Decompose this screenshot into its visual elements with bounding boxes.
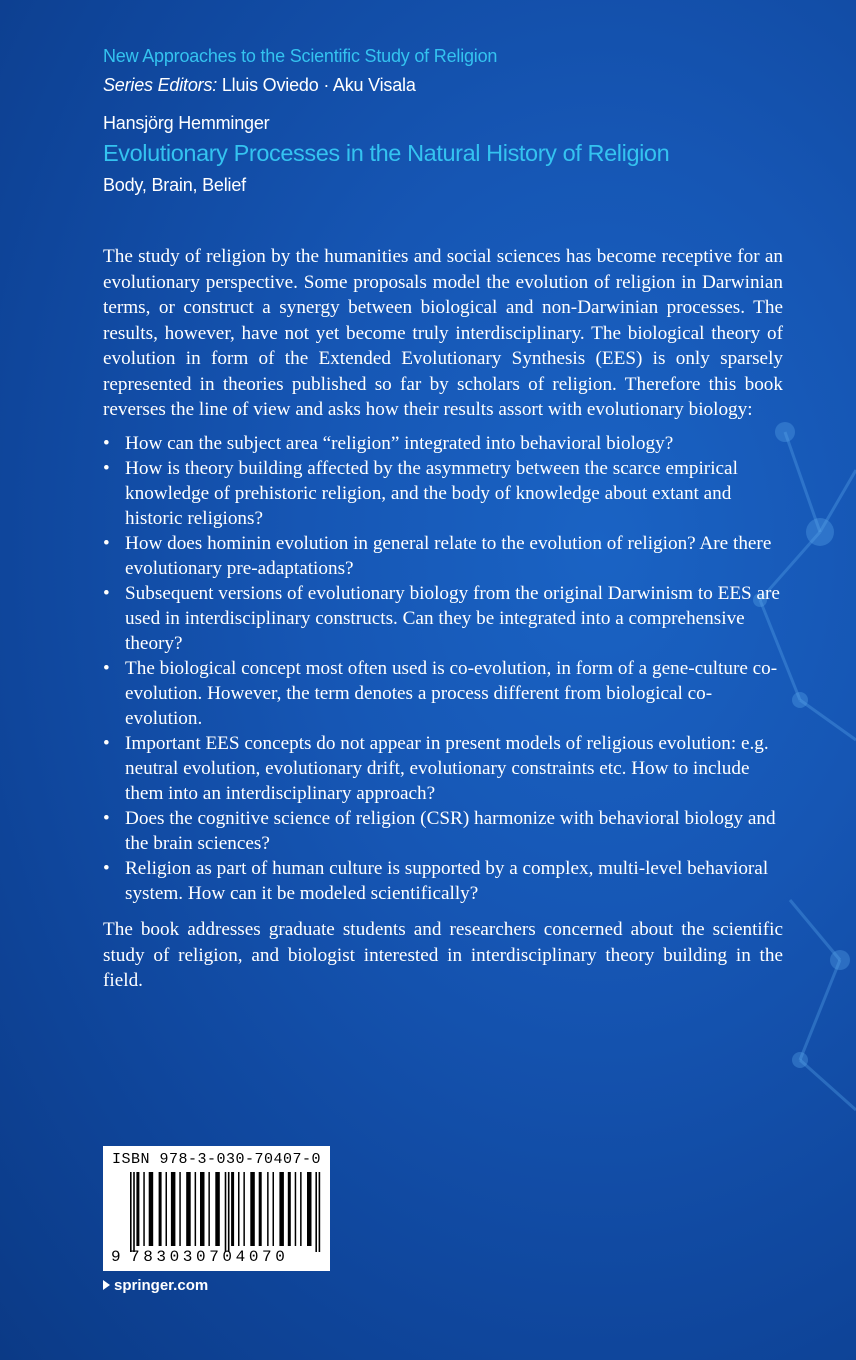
arrow-right-icon — [103, 1280, 110, 1290]
barcode-bar — [300, 1172, 302, 1246]
barcode-bar — [149, 1172, 154, 1246]
series-editors — [103, 75, 416, 96]
list-item: • Does the cognitive science of religion (CSR) harmonize with behavioral biology and the brain sciences? — [103, 806, 785, 856]
list-item: • Religion as part of human culture is supported by a complex, multi-level behavioral system. How can it be modeled scientifically? — [103, 856, 785, 906]
barcode-digits — [103, 1248, 330, 1270]
barcode-bar — [315, 1172, 317, 1252]
barcode-bar — [136, 1172, 139, 1246]
book-title: Evolutionary Processes in the Natural History of Religion — [103, 140, 670, 166]
barcode-bar — [195, 1172, 197, 1246]
barcode-bar — [288, 1172, 291, 1246]
barcode-bar — [307, 1172, 312, 1246]
barcode-bar — [171, 1172, 176, 1246]
series-editors-label: Series Editors: — [103, 75, 218, 95]
barcode-bar — [273, 1172, 275, 1246]
audience-paragraph: The book addresses graduate students and researchers concerned about the scientific study of religion, and biologist interested in interdisciplinary theory building in the field. — [103, 919, 783, 991]
barcode-bar — [215, 1172, 220, 1246]
barcode-bar — [250, 1172, 255, 1246]
list-item: • Important EES concepts do not appear in present models of religious evolution: e.g. neutral evolution, evolutionary drift, evolutionary constraints etc. How to include them into an interdisciplinary approach? — [103, 731, 785, 806]
barcode-bar — [225, 1172, 227, 1252]
list-item: • How can the subject area “religion” integrated into behavioral biology? — [103, 431, 785, 456]
barcode-bar — [179, 1172, 181, 1246]
barcode-bar — [159, 1172, 162, 1246]
series-editors-names: Lluis Oviedo · Aku Visala — [221, 75, 416, 95]
barcode-bar — [133, 1172, 135, 1252]
list-item: • How is theory building affected by the asymmetry between the scarce empirical knowledge of prehistoric religion, and the body of knowledge about extant and historic religions? — [103, 456, 785, 531]
barcode-digit-string: 783030704070 — [130, 1248, 289, 1266]
barcode-bar — [279, 1172, 284, 1246]
series-title: New Approaches to the Scientific Study of Religion — [103, 46, 498, 66]
list-item: • The biological concept most often used is co-evolution, in form of a gene-culture co-evolution. However, the term denotes a process different from biological co-evolution. — [103, 656, 785, 731]
book-author: Hansjörg Hemminger — [103, 113, 270, 133]
barcode-first-digit: 9 — [111, 1248, 121, 1266]
barcode-bar — [143, 1172, 145, 1246]
barcode-bar — [208, 1172, 210, 1246]
list-item: • How does hominin evolution in general relate to the evolution of religion? Are there evolutionary pre-adaptations? — [103, 531, 785, 581]
isbn-barcode — [103, 1146, 330, 1271]
isbn-label: ISBN 978-3-030-70407-0 — [111, 1151, 322, 1168]
barcode-bar — [166, 1172, 168, 1246]
publisher-link[interactable] — [103, 1277, 208, 1294]
list-item: • Subsequent versions of evolutionary biology from the original Darwinism to EES are used in interdisciplinary constructs. Can they be integrated into a comprehensive theory? — [103, 581, 785, 656]
barcode-bar — [238, 1172, 240, 1246]
barcode-bar — [228, 1172, 230, 1252]
barcode-bar — [200, 1172, 205, 1246]
barcode-bar — [243, 1172, 245, 1246]
barcode-bar — [186, 1172, 191, 1246]
barcode-bar — [267, 1172, 269, 1246]
publisher-url: springer.com — [114, 1277, 209, 1294]
book-subtitle: Body, Brain, Belief — [103, 175, 246, 195]
barcode-bar — [319, 1172, 321, 1252]
barcode-bar — [295, 1172, 297, 1246]
barcode-bar — [130, 1172, 132, 1252]
blurb-paragraph: The study of religion by the humanities and social sciences has become receptive for an evolutionary perspective. Some proposals model the evolution of religion in Darwinian terms, or construct a synergy between biological and non-Darwinian processes. The results, however, have not yet become truly interdisciplinary. The biological theory of evolution in form of the Extended Evolutionary Synthesis (EES) is only sparsely represented in theories published so far by scholars of religion. Therefore this book reverses the line of view and asks how their results assort with evolutionary biology: — [103, 246, 783, 420]
barcode-bar — [231, 1172, 234, 1246]
question-list — [103, 431, 785, 906]
barcode-bar — [259, 1172, 262, 1246]
